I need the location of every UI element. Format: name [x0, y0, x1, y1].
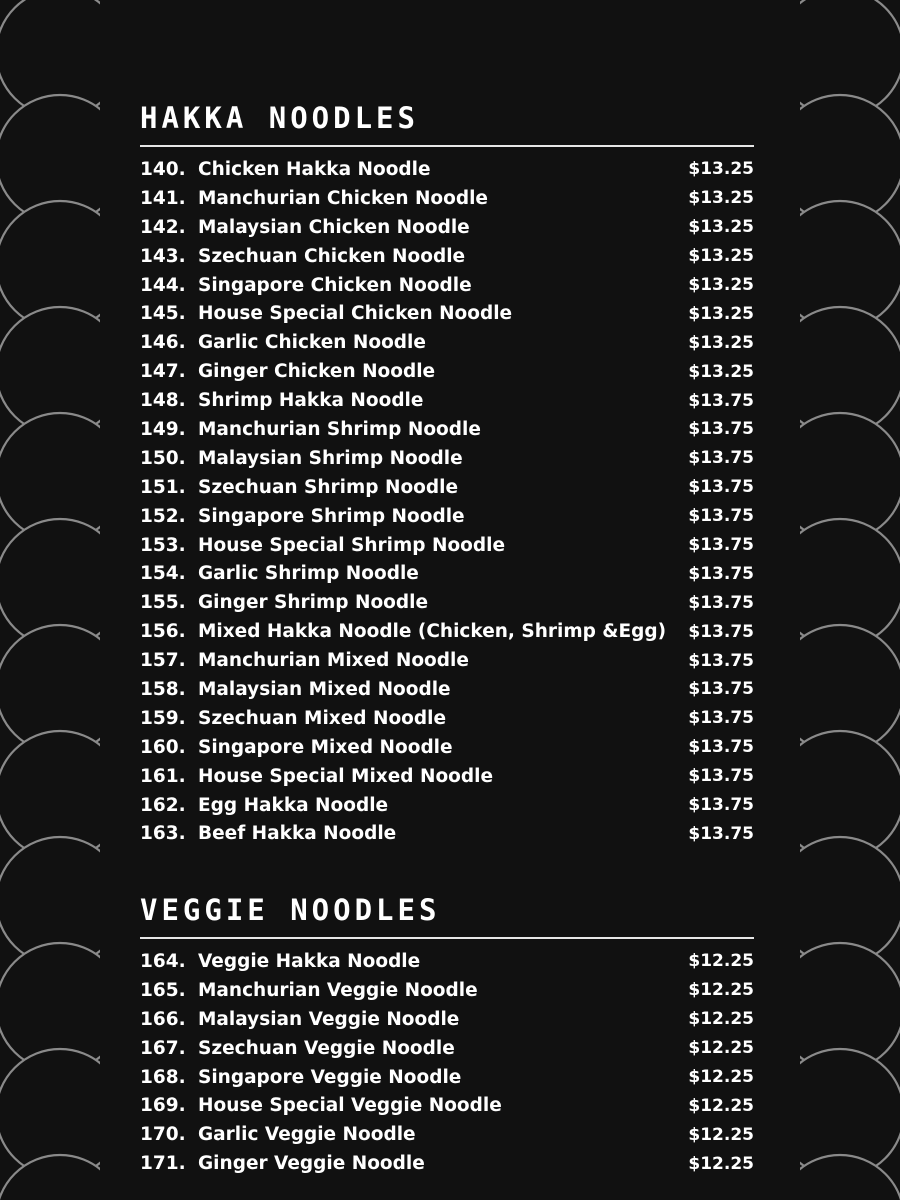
menu-item [140, 1005, 754, 1034]
veggie-noodles-section [140, 893, 754, 1178]
menu-item [140, 675, 754, 704]
item-price: $12.25 [688, 1095, 754, 1116]
item-name: Chicken Hakka Noodle [198, 158, 431, 180]
item-price: $13.25 [688, 188, 754, 209]
menu-item [140, 357, 754, 386]
item-price: $13.75 [688, 563, 754, 584]
menu-item [140, 559, 754, 588]
menu-item [140, 386, 754, 415]
item-price: $13.25 [688, 159, 754, 180]
item-name: Singapore Shrimp Noodle [198, 505, 465, 527]
item-number: 162. [140, 794, 186, 816]
item-name: Garlic Veggie Noodle [198, 1124, 416, 1146]
item-number: 153. [140, 534, 186, 556]
item-number: 165. [140, 979, 186, 1001]
item-price: $13.75 [688, 390, 754, 411]
item-name: Egg Hakka Noodle [198, 794, 389, 816]
item-number: 157. [140, 650, 186, 672]
menu-item [140, 976, 754, 1005]
item-number: 169. [140, 1095, 186, 1117]
item-number: 160. [140, 736, 186, 758]
item-price: $12.25 [688, 1153, 754, 1174]
menu-item [140, 444, 754, 473]
section-title-hakka-noodles: HAKKA NOODLES [140, 101, 419, 135]
menu-item [140, 1091, 754, 1120]
menu-item [140, 762, 754, 791]
menu-item [140, 1149, 754, 1178]
item-number: 149. [140, 418, 186, 440]
item-price: $12.25 [688, 980, 754, 1001]
menu-item [140, 588, 754, 617]
item-name: Singapore Chicken Noodle [198, 274, 472, 296]
item-price: $12.25 [688, 951, 754, 972]
section-divider [140, 937, 754, 939]
item-price: $13.75 [688, 795, 754, 816]
item-number: 142. [140, 216, 186, 238]
veggie-noodles-item-list [140, 947, 754, 1178]
item-name: House Special Shrimp Noodle [198, 534, 506, 556]
menu-item [140, 819, 754, 848]
item-name: Veggie Hakka Noodle [198, 950, 421, 972]
menu-item [140, 531, 754, 560]
item-number: 154. [140, 563, 186, 585]
item-name: Szechuan Shrimp Noodle [198, 476, 458, 498]
item-price: $12.25 [688, 1038, 754, 1059]
item-number: 146. [140, 332, 186, 354]
item-number: 145. [140, 303, 186, 325]
item-name: Szechuan Veggie Noodle [198, 1037, 455, 1059]
item-price: $13.25 [688, 246, 754, 267]
item-name: Mixed Hakka Noodle (Chicken, Shrimp &Egg) [198, 621, 667, 643]
menu-item [140, 1034, 754, 1063]
menu-item [140, 242, 754, 271]
item-number: 164. [140, 950, 186, 972]
item-number: 159. [140, 707, 186, 729]
menu-item [140, 502, 754, 531]
menu-item [140, 646, 754, 675]
item-name: Szechuan Mixed Noodle [198, 707, 446, 729]
item-price: $13.75 [688, 737, 754, 758]
item-price: $13.75 [688, 506, 754, 527]
item-number: 144. [140, 274, 186, 296]
hakka-noodles-item-list [140, 155, 754, 848]
item-name: Szechuan Chicken Noodle [198, 245, 466, 267]
item-price: $13.75 [688, 650, 754, 671]
right-wave-pattern [800, 0, 900, 1200]
item-number: 166. [140, 1008, 186, 1030]
item-price: $12.25 [688, 1009, 754, 1030]
menu-item [140, 1063, 754, 1092]
item-number: 150. [140, 447, 186, 469]
item-name: Malaysian Mixed Noodle [198, 678, 451, 700]
item-price: $13.75 [688, 448, 754, 469]
item-price: $13.25 [688, 303, 754, 324]
menu-item [140, 328, 754, 357]
menu-item [140, 213, 754, 242]
left-wave-pattern [0, 0, 100, 1200]
item-number: 156. [140, 621, 186, 643]
item-name: Ginger Chicken Noodle [198, 361, 436, 383]
menu-item [140, 617, 754, 646]
menu-item [140, 947, 754, 976]
item-price: $13.75 [688, 477, 754, 498]
menu-item [140, 1120, 754, 1149]
item-price: $13.25 [688, 361, 754, 382]
item-price: $12.25 [688, 1124, 754, 1145]
item-price: $13.75 [688, 823, 754, 844]
item-name: House Special Chicken Noodle [198, 303, 513, 325]
item-number: 171. [140, 1153, 186, 1175]
item-number: 140. [140, 158, 186, 180]
item-number: 155. [140, 592, 186, 614]
item-name: House Special Veggie Noodle [198, 1095, 502, 1117]
item-number: 161. [140, 765, 186, 787]
item-number: 170. [140, 1124, 186, 1146]
menu-item [140, 704, 754, 733]
item-name: Malaysian Veggie Noodle [198, 1008, 460, 1030]
menu-item [140, 473, 754, 502]
item-number: 163. [140, 823, 186, 845]
menu-item [140, 184, 754, 213]
item-price: $13.75 [688, 592, 754, 613]
item-name: Garlic Chicken Noodle [198, 332, 426, 354]
section-divider [140, 145, 754, 147]
item-number: 143. [140, 245, 186, 267]
item-name: Manchurian Mixed Noodle [198, 650, 469, 672]
item-name: Shrimp Hakka Noodle [198, 390, 424, 412]
item-name: Malaysian Shrimp Noodle [198, 447, 463, 469]
item-number: 167. [140, 1037, 186, 1059]
item-name: Ginger Shrimp Noodle [198, 592, 429, 614]
item-price: $13.75 [688, 419, 754, 440]
item-price: $13.25 [688, 332, 754, 353]
item-price: $13.75 [688, 708, 754, 729]
item-name: Malaysian Chicken Noodle [198, 216, 470, 238]
menu-item [140, 733, 754, 762]
item-number: 151. [140, 476, 186, 498]
item-price: $13.75 [688, 766, 754, 787]
menu-item [140, 791, 754, 820]
item-price: $13.25 [688, 275, 754, 295]
section-title-veggie-noodles: VEGGIE NOODLES [140, 893, 441, 927]
hakka-noodles-section [140, 101, 754, 848]
item-price: $13.75 [688, 535, 754, 556]
item-name: Garlic Shrimp Noodle [198, 563, 419, 585]
menu-item [140, 271, 754, 300]
item-price: $13.75 [688, 621, 754, 642]
item-number: 152. [140, 505, 186, 527]
item-name: Ginger Veggie Noodle [198, 1153, 425, 1175]
item-number: 168. [140, 1066, 186, 1088]
item-name: Manchurian Veggie Noodle [198, 979, 478, 1001]
item-name: Manchurian Shrimp Noodle [198, 418, 481, 440]
menu-item [140, 415, 754, 444]
item-number: 158. [140, 678, 186, 700]
item-name: Manchurian Chicken Noodle [198, 187, 488, 209]
item-name: Beef Hakka Noodle [198, 823, 397, 845]
item-price: $13.75 [688, 679, 754, 700]
item-number: 147. [140, 361, 186, 383]
item-name: Singapore Mixed Noodle [198, 736, 453, 758]
menu-item [140, 155, 754, 184]
item-number: 148. [140, 390, 186, 412]
menu-item [140, 299, 754, 328]
item-price: $13.25 [688, 217, 754, 238]
item-price: $12.25 [688, 1067, 754, 1087]
item-number: 141. [140, 187, 186, 209]
item-name: Singapore Veggie Noodle [198, 1066, 462, 1088]
item-name: House Special Mixed Noodle [198, 765, 493, 787]
